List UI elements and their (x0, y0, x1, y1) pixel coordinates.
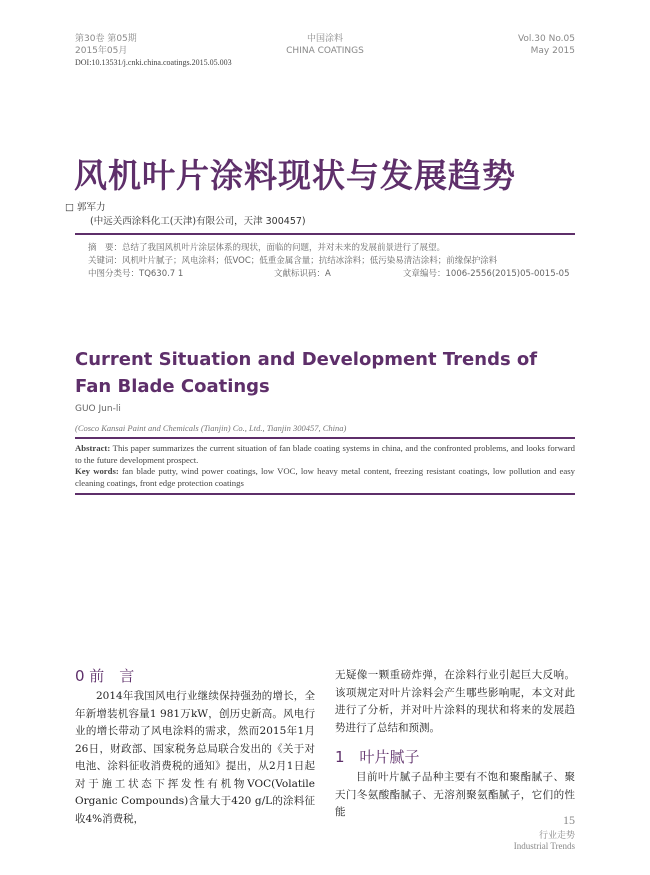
affiliation-cn: (中远关西涂料化工(天津)有限公司，天津 300457) (90, 216, 306, 227)
abstract-cn-text: 摘 要：总结了我国风机叶片涂层体系的现状，面临的问题，并对未来的发展前景进行了展望。 (88, 243, 446, 253)
clc-number: 中图分类号：TQ630.7 1 (88, 269, 184, 279)
column-right (335, 667, 575, 822)
header-right (518, 33, 575, 57)
keywords-cn: 关键词：风机叶片腻子；风电涂料；低VOC；低重金属含量；抗结冰涂料；低污染易清洁涂料；前缘保护涂料 (88, 256, 498, 266)
paragraph: 目前叶片腻子品种主要有不饱和聚酯腻子、聚天门冬氨酸酯腻子、无溶剂聚氨酯腻子，它们的性能 (335, 771, 575, 818)
author-en: GUO Jun-li (75, 404, 121, 414)
doi: DOI:10.13531/j.cnki.china.coatings.2015.05.003 (75, 58, 232, 67)
column-left (75, 665, 315, 828)
issue-date-en: May 2015 (530, 46, 575, 56)
footer (514, 813, 575, 851)
affiliation-en: (Cosco Kansai Paint and Chemicals (Tianjin) Co., Ltd., Tianjin 300457, China) (75, 423, 347, 433)
volume-issue: 第30卷 第05期 (75, 34, 137, 44)
title-en: Current Situation and Development Trends of Fan Blade Coatings (75, 349, 538, 397)
divider (75, 437, 575, 439)
paragraph: 2014年我国风电行业继续保持强劲的增长，全年新增装机容量1 981万kW，创历史新高。风电行业的增长带动了风电涂料的需求，然而2015年1月26日，财政部、国家税务总局联合发出的《关于对电池、涂料征收消费税的通知》提出，从2月1日起对于施工状态下挥发性有机物VOC(Volatile Organic Compounds)含量大于420 g/L的涂料征收4%消费税， (75, 690, 315, 825)
paragraph: 无疑像一颗重磅炸弹，在涂料行业引起巨大反响。该项规定对叶片涂料会产生哪些影响呢，本文对此进行了分析，并对叶片涂料的现状和将来的发展趋势进行了总结和预测。 (335, 669, 575, 734)
keywords-label: Key words: (75, 466, 119, 476)
volume-issue-en: Vol.30 No.05 (517, 34, 575, 44)
divider (75, 493, 575, 495)
author-cn: □ 郭军力 (65, 202, 106, 213)
header-center (225, 33, 425, 57)
journal-name-en: CHINA COATINGS (286, 46, 364, 56)
title-cn: 风机叶片涂料现状与发展趋势 (74, 156, 516, 195)
abstract-text: This paper summarizes the current situation of fan blade coating systems in china, and the confronted problems, and looks forward to the future development prospect. (75, 443, 575, 465)
abstract-label: Abstract: (75, 443, 111, 453)
abstract-en (75, 443, 575, 489)
keywords-text: fan blade putty, wind power coatings, low VOC, low heavy metal content, freezing resistant coatings, low pollution and easy cleaning coatings, front edge protection coatings (75, 466, 575, 488)
article-number: 文章编号：1006-2556(2015)05-0015-05 (403, 269, 570, 279)
header-left (75, 33, 137, 57)
page-number: 15 (563, 813, 575, 827)
section-label-cn: 行业走势 (538, 830, 575, 840)
issue-date: 2015年05月 (75, 46, 128, 56)
section-heading: 0 前 言 (75, 667, 135, 685)
journal-name-cn: 中国涂料 (306, 34, 343, 44)
abstract-cn (88, 242, 588, 281)
section-label-en: Industrial Trends (513, 841, 575, 851)
divider (75, 233, 575, 235)
document-code: 文献标识码：A (274, 269, 331, 279)
section-heading: 1 叶片腻子 (335, 748, 420, 766)
